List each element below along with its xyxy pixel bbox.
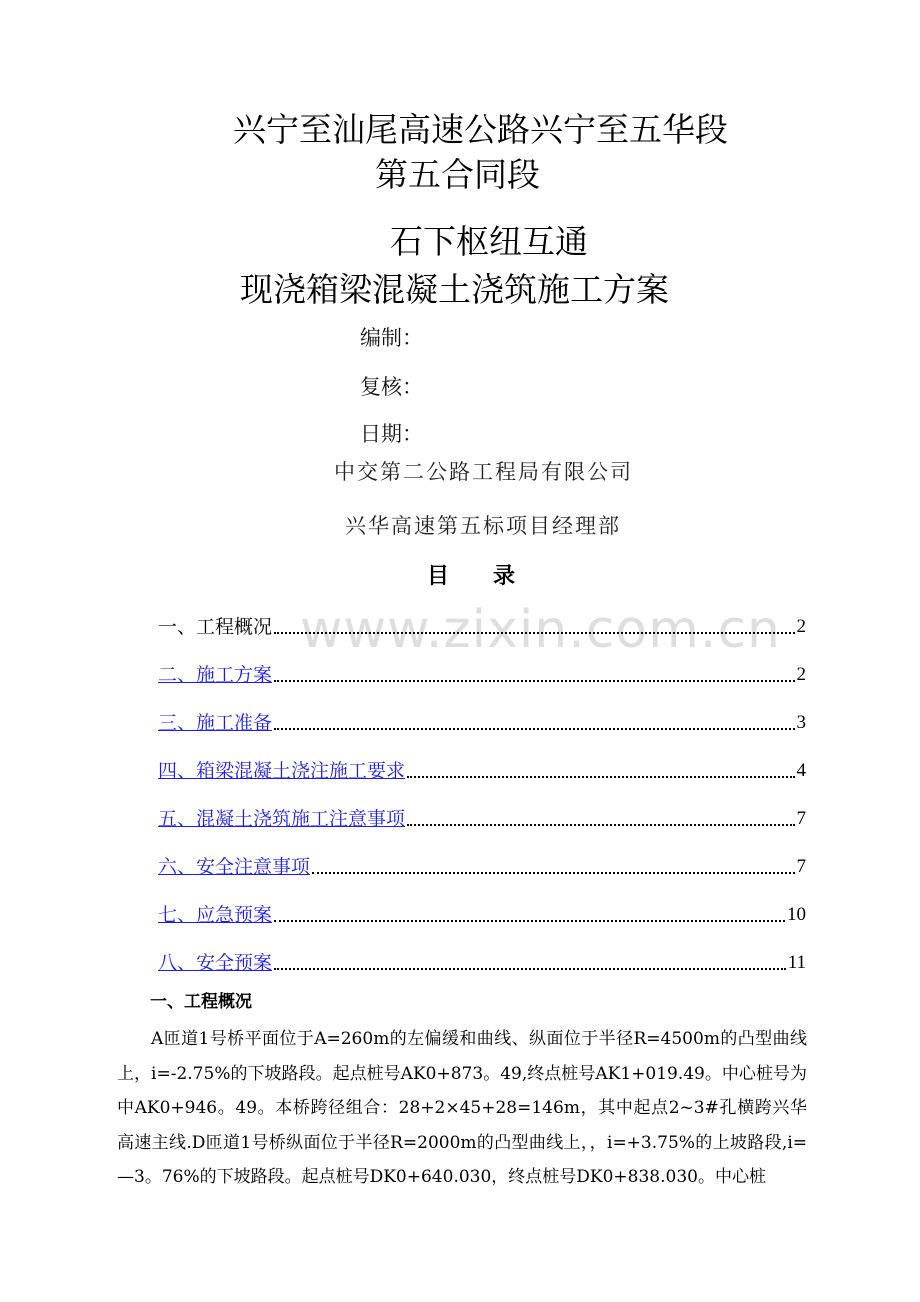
toc-leader-dots [407,776,794,778]
toc-item-emergency-plan[interactable] [158,898,806,928]
toc-leader-dots [274,968,786,970]
toc-item-link[interactable]: 八、安全预案 [158,952,273,974]
section-heading: 一、工程概况 [150,992,252,1012]
toc-item-page: 4 [796,760,806,781]
toc-item-construction-plan[interactable] [158,658,806,688]
reviewed-by-label: 复核： [360,375,423,399]
compiled-by-label: 编制： [360,326,423,350]
title-line-3: 石下枢纽互通 [390,222,588,261]
toc-item-link[interactable]: 五、混凝土浇筑施工注意事项 [158,808,406,830]
title-line-2: 第五合同段 [375,155,540,194]
toc-item-link[interactable]: 三、施工准备 [158,712,273,734]
toc-item-page: 2 [796,616,806,637]
toc-item-safety-notes[interactable] [158,850,806,880]
toc-item-link[interactable]: 四、箱梁混凝土浇注施工要求 [158,760,406,782]
toc-item-page: 2 [796,664,806,685]
toc-item-overview[interactable] [158,610,806,640]
toc-item-pouring-requirements[interactable] [158,754,806,784]
toc-item-page: 11 [787,952,806,973]
toc-leader-dots [274,920,785,922]
date-label: 日期： [360,422,423,446]
watermark: www.zixin.com.cn [300,600,781,660]
company-name: 中交第二公路工程局有限公司 [334,460,633,484]
section-paragraph: A匝道1号桥平面位于A=260m的左偏缓和曲线、纵面位于半径R=4500m的凸型曲线上，i=-2.75%的下坡路段。起点桩号AK0+873。49,终点桩号AK1+019.49。中心桩号为中AK0+946。49。本桥跨径组合：28+2×45+28=146m，其中起点2~3#孔横跨兴华高速主线.D匝道1号桥纵面位于半径R=2000m的凸型曲线上，，i=+3.75%的上坡路段,i=—3。76%的下坡路段。起点桩号DK0+640.030，终点桩号DK0+838.030。中心桩 [117,1029,807,1187]
toc-leader-dots [274,632,794,634]
toc-item-link[interactable]: 七、应急预案 [158,904,273,926]
toc-item-page: 7 [796,808,806,829]
title-line-1: 兴宁至汕尾高速公路兴宁至五华段 [233,110,728,149]
toc-leader-dots [274,728,794,730]
toc-item-page: 3 [796,712,806,733]
toc-leader-dots [407,824,794,826]
toc-item-pouring-notes[interactable] [158,802,806,832]
toc-item-page: 10 [787,904,806,925]
toc-item-safety-plan[interactable] [158,946,806,976]
toc-item-preparation[interactable] [158,706,806,736]
toc-item-page: 7 [796,856,806,877]
title-line-4: 现浇箱梁混凝土浇筑施工方案 [240,270,669,309]
toc-item-label: 一、工程概况 [158,616,273,638]
toc-item-link[interactable]: 六、安全注意事项 [158,856,311,878]
department-name: 兴华高速第五标项目经理部 [345,514,621,538]
toc-leader-dots [312,872,794,874]
toc-title: 目 录 [427,564,516,589]
toc-item-link[interactable]: 二、施工方案 [158,664,273,686]
toc-leader-dots [274,680,794,682]
